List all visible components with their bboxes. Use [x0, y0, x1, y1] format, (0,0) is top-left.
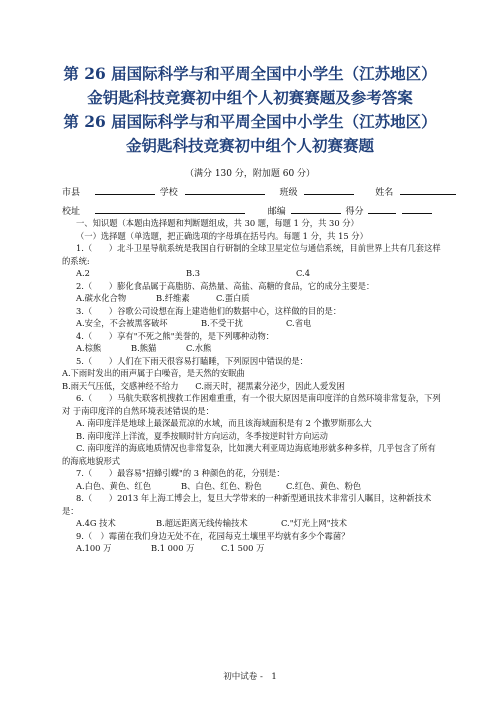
question-6-option-a: A. 南印度洋是地球上最深最荒凉的水域，而且该海域面积是有 2 个撒罗斯那么大	[76, 418, 372, 428]
score-note: （满分 130 分，附加题 60 分）	[184, 169, 316, 179]
option-a: A.4G 技术	[76, 518, 116, 528]
option-c: C.红色、黄色、粉色	[286, 480, 362, 491]
score-blank-2	[402, 205, 432, 214]
address-blank	[95, 205, 245, 214]
question-2-options	[62, 292, 442, 305]
score-label: 得分	[345, 207, 364, 217]
question-9-options	[62, 542, 442, 555]
option-a: A.2	[76, 268, 90, 278]
question-6-option-b: B. 南印度洋上洋流，夏季按顺时针方向运动，冬季按逆时针方向运动	[76, 430, 328, 441]
option-a: A.安全，不会被黑客破坏	[76, 318, 168, 328]
option-a: A.碳水化合物	[76, 293, 127, 303]
option-c: C.水熊	[186, 343, 212, 353]
option-b: B.熊猫	[131, 343, 157, 353]
exam-content	[62, 217, 442, 555]
option-c: C.4	[296, 268, 310, 278]
question-8: 8.（ ）2013 年上海工博会上，复旦大学带来的一种新型通讯技术非常引人瞩目，这种新技术是：	[62, 493, 432, 516]
option-a: A.100 万	[76, 543, 112, 553]
info-row-1	[0, 185, 500, 198]
title-line-2: 金钥匙科技竞赛初中组个人初赛赛题及参考答案	[87, 88, 413, 107]
question-1: 1.（ ）北斗卫星导航系统是我国自行研制的全球卫星定位与通信系统，目前世界上共有几套这样的系统:	[62, 243, 441, 266]
option-c: C.1 500 万	[221, 543, 265, 553]
title-line-4: 金钥匙科技竞赛初中组个人初赛赛题	[125, 136, 374, 155]
option-c: C.蛋白质	[216, 293, 250, 303]
option-a: A.棕熊	[76, 343, 102, 353]
option-c: C."灯光上网"技术	[281, 518, 348, 528]
question-2: 2.（ ）膨化食品属于高脂肪、高热量、高盐、高糖的食品，它的成分主要是：	[76, 280, 375, 291]
question-1-options	[62, 267, 442, 280]
class-label: 班级	[279, 188, 298, 198]
option-b: B.纤维素	[156, 293, 190, 303]
subsection-heading: （一）选择题（单选题，把正确选项的字母填在括号内。每题 1 分，共 15 分）	[76, 230, 368, 241]
page-footer: 初中试卷 - 1	[223, 672, 277, 682]
option-b: B.超远距离无线传输技术	[156, 518, 248, 528]
title-line-1: 第 26 届国际科学与和平周全国中小学生（江苏地区）	[63, 64, 437, 83]
option-a: A.白色、黄色、红色	[76, 480, 152, 491]
option-b: B、白色、红色、粉色	[181, 480, 262, 491]
question-6-option-c: C. 南印度洋的海底地质情况也非常复杂，比如澳大利亚周边海底地形就多种多样，几乎包含了所有的海底地貌形式	[62, 443, 436, 466]
info-row-2	[0, 204, 500, 217]
school-label: 学校	[159, 188, 178, 198]
question-8-options	[62, 517, 442, 530]
option-b: B.3	[186, 268, 201, 278]
question-7: 7.（ ）最容易"招蜂引蝶"的 3 种颜色的花，分别是：	[76, 468, 285, 478]
score-blank-1	[368, 205, 396, 214]
question-4: 4.（ ）享有"不死之熊"美誉的，是下列哪种动物：	[76, 330, 275, 341]
question-5-option-line-2: B.雨天气压低，交感神经不给力 C.雨天时，褪黑素分泌少，因此人爱发困	[62, 380, 345, 391]
question-9: 9.（ ）霉菌在我们身边无处不在，花园每克土壤里平均就有多少个霉菌？	[76, 530, 350, 541]
question-5-option-line-1: A.下雨时发出的雨声属于白噪音，是天然的安眠曲	[62, 368, 245, 378]
question-5: 5.（ ）人们在下雨天很容易打瞌睡，下列原因中错误的是：	[76, 355, 308, 366]
postcode-blank	[291, 205, 341, 214]
city-label: 市县	[62, 188, 81, 198]
title-line-3: 第 26 届国际科学与和平周全国中小学生（江苏地区）	[63, 112, 437, 131]
option-b: B.1 000 万	[151, 543, 195, 553]
option-c: C.省电	[286, 318, 312, 328]
question-7-options	[62, 480, 442, 493]
class-blank	[304, 186, 354, 195]
name-blank	[400, 186, 456, 195]
question-6: 6.（ ）马航失联客机搜救工作困难重重，有一个很大原因是南印度洋的自然环境非常复杂，下列对 于南印度洋的自然环境表述错误的是：	[62, 393, 441, 416]
question-3-options	[62, 317, 442, 330]
option-b: B.不受干扰	[201, 318, 243, 328]
name-label: 姓名	[375, 188, 394, 198]
postcode-label: 邮编	[267, 207, 286, 217]
question-3: 3.（ ）谷歌公司设想在海上建造他们的数据中心，这样做的目的是：	[76, 305, 342, 316]
section-heading: 一、知识题（本题由选择题和判断题组成，共 30 题，每题 1 分，共 30 分）	[76, 218, 359, 228]
school-blank	[185, 186, 265, 195]
city-blank	[95, 186, 155, 195]
title-block	[0, 0, 500, 158]
question-4-options	[62, 342, 442, 355]
address-label: 校址	[62, 207, 81, 217]
